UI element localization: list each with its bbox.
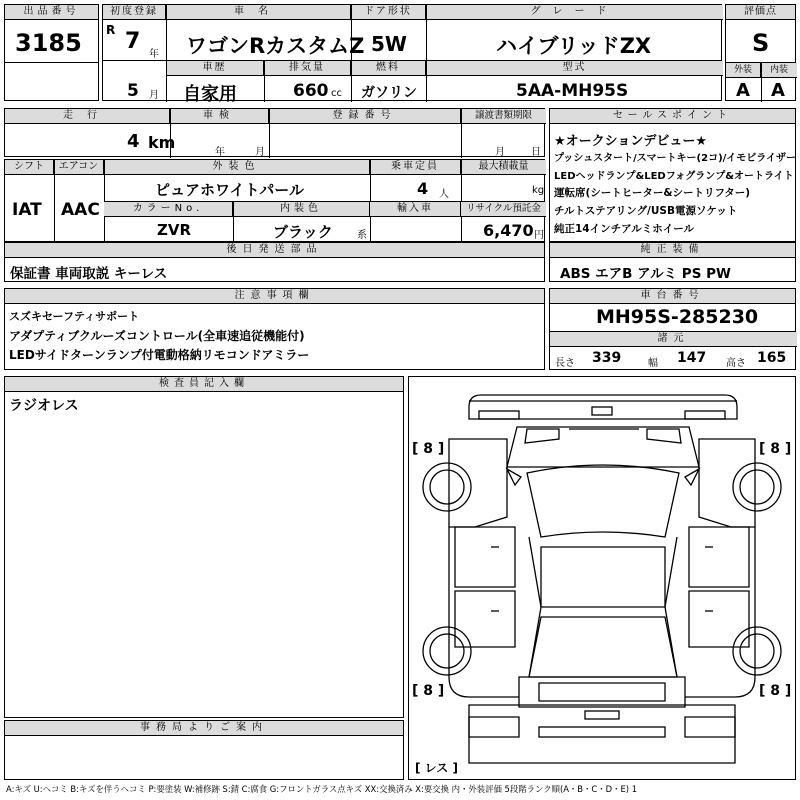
spec-box: [4, 159, 545, 242]
chassis-box: [549, 288, 796, 370]
inspection-label: 車検: [170, 109, 269, 124]
interior-color-value: ブラック: [273, 223, 333, 241]
grade-value: ハイブリッドZX: [496, 34, 652, 58]
mark-bottom: [ レス ]: [415, 761, 458, 775]
chassis-value: MH95S-285230: [596, 306, 759, 328]
first-reg-year-unit: 年: [149, 49, 159, 60]
grade-label: グレード: [426, 5, 723, 20]
car-diagram: [409, 377, 795, 779]
transfer-day-unit: 日: [531, 147, 541, 158]
selling-point-line: 純正14インチアルミホイール: [554, 223, 694, 235]
length-label: 長さ: [555, 358, 575, 369]
int-value: A: [771, 80, 785, 101]
genuine-equipment-value: ABS エアB アルミ PS PW: [560, 266, 731, 282]
mark-rear-left: [ 8 ]: [412, 683, 445, 699]
length-value: 339: [592, 350, 622, 366]
transfer-label: 譲渡書類期限: [461, 109, 546, 124]
import-label: 輸入車: [370, 202, 461, 217]
mark-front-left: [ 8 ]: [412, 441, 445, 457]
score-label: 評価点: [726, 5, 795, 20]
selling-points-box: [549, 108, 796, 242]
height-label: 高さ: [726, 358, 746, 369]
reg-no-label: 登録番号: [269, 109, 461, 124]
model-value: 5AA-MH95S: [516, 81, 629, 101]
ac-label: エアコン: [54, 160, 104, 175]
height-value: 165: [757, 350, 787, 366]
lot-label: 出品番号: [5, 5, 98, 20]
selling-point-line: ★オークションデビュー★: [554, 134, 708, 149]
notes-line: スズキセーフティサポート: [9, 310, 140, 323]
mileage-box: [4, 108, 545, 157]
notes-label: 注意事項欄: [5, 289, 544, 304]
lot-box: [4, 4, 99, 101]
recycle-value: 6,470: [483, 221, 534, 240]
interior-color-label: 内装色: [233, 202, 370, 217]
mileage-unit: km: [148, 133, 176, 152]
office-label: 事務局よりご案内: [5, 721, 403, 736]
header-row-box: [102, 4, 722, 61]
recycle-unit: 円: [534, 230, 544, 241]
inspector-label: 検査員記入欄: [5, 377, 403, 392]
first-reg-month: 5: [127, 81, 139, 101]
ac-value: AAC: [61, 200, 100, 220]
car-diagram-box: [408, 376, 796, 780]
selling-points-label: セールスポイント: [550, 109, 795, 124]
selling-point-line: チルトステアリング/USB電源ソケット: [554, 205, 738, 217]
score-box: [725, 4, 796, 101]
model-label: 型式: [426, 61, 723, 76]
shift-value: IAT: [12, 200, 42, 220]
later-parts-value: 保証書 車両取説 キーレス: [10, 266, 168, 282]
first-reg-year: 7: [125, 29, 141, 54]
history-label: 車歴: [166, 61, 264, 76]
shift-label: シフト: [5, 160, 54, 175]
score-value: S: [752, 29, 770, 57]
capacity-unit: 人: [439, 189, 449, 200]
genuine-equipment-box: [549, 242, 796, 282]
interior-color-suffix: 系: [357, 230, 367, 241]
capacity-label: 乗車定員: [370, 160, 461, 175]
fuel-value: ガソリン: [361, 85, 417, 101]
displacement-unit: cc: [331, 88, 342, 99]
inspection-year-unit: 年: [215, 147, 225, 158]
mark-rear-right: [ 8 ]: [759, 683, 792, 699]
color-no-label: カラーNo.: [104, 202, 233, 217]
int-label: 内装: [761, 63, 797, 78]
lot-value: 3185: [15, 29, 82, 57]
notes-line: アダプティブクルーズコントロール(全車速追従機能付): [9, 329, 305, 343]
ext-value: A: [736, 80, 750, 101]
max-load-unit: kg: [532, 185, 545, 196]
color-no-value: ZVR: [157, 221, 192, 239]
row2-box: [102, 60, 722, 105]
inspection-month-unit: 月: [255, 147, 265, 158]
later-parts-label: 後日発送部品: [5, 243, 544, 258]
transfer-month-unit: 月: [495, 147, 505, 158]
door-value: 5W: [371, 32, 407, 56]
recycle-label: リサイクル預託金: [461, 202, 546, 217]
first-reg-month-unit: 月: [149, 90, 159, 101]
mileage-value: 4: [127, 131, 140, 152]
capacity-value: 4: [417, 179, 429, 198]
later-parts-box: [4, 242, 545, 282]
inspector-box: [4, 376, 404, 718]
max-load-label: 最大積載量: [461, 160, 546, 175]
selling-point-line: 運転席(シートヒーター&シートリフター): [554, 187, 751, 199]
notes-line: LEDサイドターンランプ付電動格納リモコンドアミラー: [9, 348, 310, 362]
width-value: 147: [677, 350, 707, 366]
displacement-value: 660: [293, 81, 329, 101]
selling-point-line: LEDヘッドランプ&LEDフォグランプ&オートライト: [554, 171, 794, 182]
history-value: 自家用: [183, 84, 237, 105]
car-name-label: 車名: [166, 5, 351, 20]
office-box: [4, 720, 404, 780]
exterior-color-label: 外装色: [104, 160, 370, 175]
door-label: ドア形状: [351, 5, 426, 20]
first-reg-era: R: [106, 23, 116, 37]
genuine-equipment-label: 純正装備: [550, 243, 795, 258]
first-reg-label: 初度登録: [103, 5, 166, 20]
ext-label: 外装: [726, 63, 761, 78]
fuel-label: 燃料: [351, 61, 426, 76]
mark-front-right: [ 8 ]: [759, 441, 792, 457]
chassis-label: 車台番号: [550, 289, 795, 304]
notes-box: [4, 288, 545, 370]
exterior-color-value: ピュアホワイトパール: [155, 181, 304, 199]
width-label: 幅: [648, 358, 658, 369]
selling-point-line: プッシュスタート/スマートキー(2コ)/イモビライザー: [554, 153, 797, 164]
damage-legend: A:キズ U:ヘコミ B:キズを伴うヘコミ P:要塗装 W:補修跡 S:錆 C:腐食 G:フロントガラス点キズ XX:交換済み X:要交換 内・外装評価 5段階ランク順(A・B・C・D・E) 1: [6, 784, 638, 794]
car-name-value: ワゴンRカスタムZ: [186, 34, 365, 58]
specs-label: 諸元: [550, 332, 797, 347]
inspector-value: ラジオレス: [9, 398, 79, 414]
mileage-label: 走行: [5, 109, 170, 124]
displacement-label: 排気量: [264, 61, 351, 76]
